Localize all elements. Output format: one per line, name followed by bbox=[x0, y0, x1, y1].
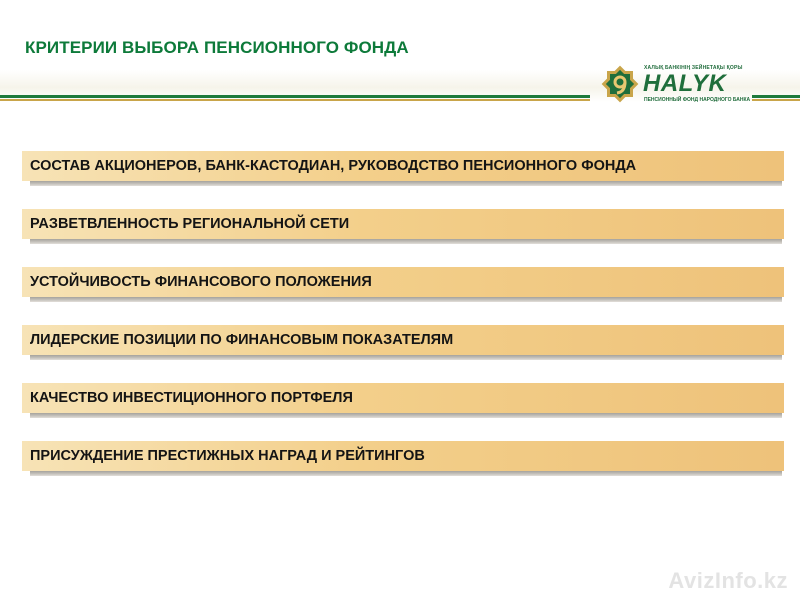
criteria-bar bbox=[22, 209, 784, 239]
header-rule-gold-right bbox=[752, 99, 800, 101]
logo-wordmark: HALYK bbox=[643, 70, 727, 97]
criteria-item bbox=[22, 325, 792, 383]
halyk-emblem-icon bbox=[600, 64, 640, 104]
slide-title: КРИТЕРИИ ВЫБОРА ПЕНСИОННОГО ФОНДА bbox=[25, 38, 409, 57]
criteria-bar bbox=[22, 441, 784, 471]
criteria-label: РАЗВЕТВЛЕННОСТЬ РЕГИОНАЛЬНОЙ СЕТИ bbox=[30, 216, 350, 232]
criteria-bar bbox=[22, 267, 784, 297]
criteria-label: СОСТАВ АКЦИОНЕРОВ, БАНК-КАСТОДИАН, РУКОВОДСТВО ПЕНСИОННОГО ФОНДА bbox=[30, 158, 637, 174]
criteria-label: УСТОЙЧИВОСТЬ ФИНАНСОВОГО ПОЛОЖЕНИЯ bbox=[30, 274, 372, 290]
criteria-bar bbox=[22, 151, 784, 181]
logo-top-text: ХАЛЫҚ БАНКІНІҢ ЗЕЙНЕТАҚЫ ҚОРЫ bbox=[644, 65, 743, 71]
criteria-bar bbox=[22, 383, 784, 413]
criteria-label: ПРИСУЖДЕНИЕ ПРЕСТИЖНЫХ НАГРАД И РЕЙТИНГОВ bbox=[30, 448, 425, 464]
criteria-bar bbox=[22, 325, 784, 355]
watermark: AvizInfo.kz bbox=[668, 568, 788, 593]
criteria-item bbox=[22, 441, 792, 499]
criteria-label: ЛИДЕРСКИЕ ПОЗИЦИИ ПО ФИНАНСОВЫМ ПОКАЗАТЕЛЯМ bbox=[30, 332, 454, 348]
criteria-list bbox=[22, 151, 792, 499]
criteria-item bbox=[22, 209, 792, 267]
criteria-label: КАЧЕСТВО ИНВЕСТИЦИОННОГО ПОРТФЕЛЯ bbox=[30, 390, 353, 406]
criteria-item bbox=[22, 383, 792, 441]
header-rule-green bbox=[0, 95, 590, 98]
criteria-item bbox=[22, 267, 792, 325]
header-rule-green-right bbox=[752, 95, 800, 98]
header-rule-gold bbox=[0, 99, 590, 101]
criteria-item bbox=[22, 151, 792, 209]
logo-bottom-text: ПЕНСИОННЫЙ ФОНД НАРОДНОГО БАНКА bbox=[644, 97, 751, 103]
halyk-logo bbox=[598, 62, 750, 108]
